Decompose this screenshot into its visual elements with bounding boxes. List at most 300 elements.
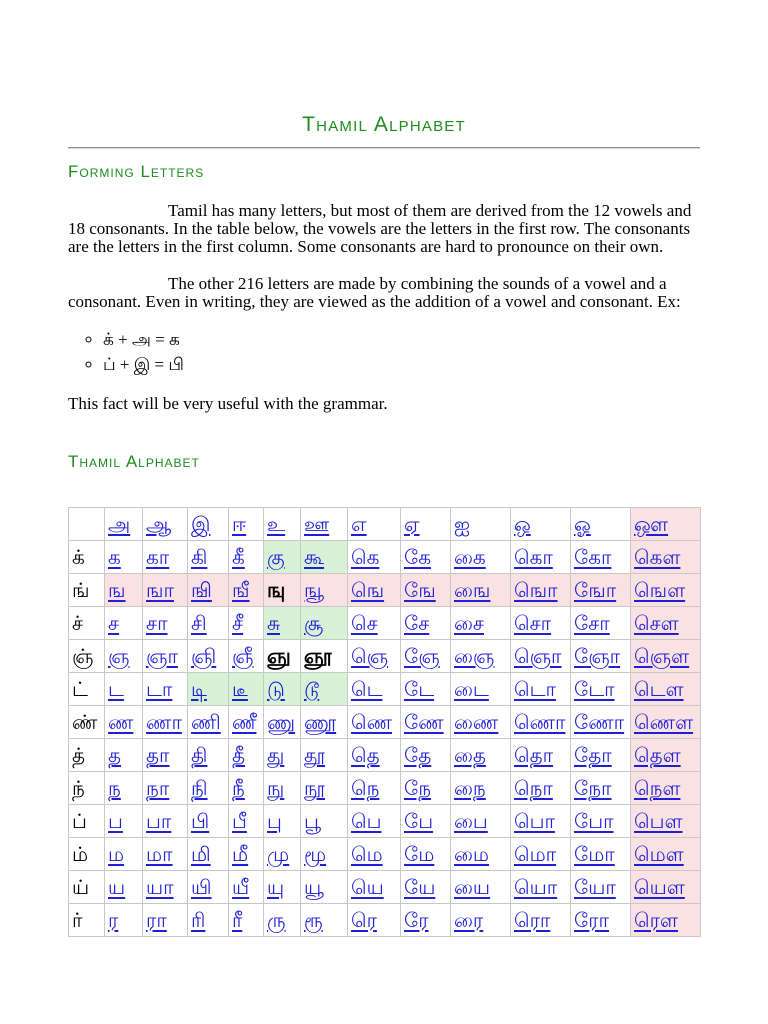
letter-cell: [631, 607, 701, 640]
vowel-link[interactable]: எ: [351, 512, 367, 536]
letter-link[interactable]: ஙி: [191, 578, 212, 602]
letter-cell: [631, 541, 701, 574]
letter-link[interactable]: சௌ: [634, 611, 679, 635]
letter-link[interactable]: ங: [108, 578, 126, 602]
letter-link[interactable]: ரெ: [351, 908, 377, 932]
table-corner-cell: [69, 508, 105, 541]
letter-cell: [511, 574, 571, 607]
letter-cell: [264, 640, 301, 673]
letter-cell: [229, 706, 264, 739]
letter-cell: [571, 706, 631, 739]
letter-link[interactable]: யெ: [351, 875, 384, 899]
letter-link[interactable]: நோ: [574, 776, 612, 800]
letter-cell: [571, 541, 631, 574]
letter-link[interactable]: நொ: [514, 776, 553, 800]
letter-cell: [188, 805, 229, 838]
vowel-header-cell: [143, 508, 188, 541]
letter-link[interactable]: மௌ: [634, 842, 684, 866]
letter-cell: [143, 838, 188, 871]
letter-cell: [571, 904, 631, 937]
vowel-header-cell: [301, 508, 348, 541]
consonant-cell: [69, 706, 105, 739]
consonant-row: [69, 574, 701, 607]
vowel-header-row: [69, 508, 701, 541]
letter-cell: [105, 640, 143, 673]
letter-cell: [348, 673, 401, 706]
consonant-label: க்: [72, 545, 85, 569]
letter-cell: [631, 673, 701, 706]
letter-link[interactable]: ஞை: [454, 644, 495, 668]
letter-cell: [143, 673, 188, 706]
letter-cell: [401, 871, 451, 904]
letter-link[interactable]: யே: [404, 875, 436, 899]
letter-link[interactable]: ணு: [267, 710, 296, 734]
consonant-row: [69, 706, 701, 739]
letter-cell: [631, 739, 701, 772]
letter-cell: [143, 574, 188, 607]
letter-cell: [571, 673, 631, 706]
vowel-link[interactable]: ஈ: [232, 512, 247, 536]
letter-cell: [348, 574, 401, 607]
vowel-header-cell: [401, 508, 451, 541]
letter-link[interactable]: டீ: [232, 677, 248, 701]
letter-link[interactable]: ரை: [454, 908, 484, 932]
letter-link[interactable]: டு: [267, 677, 285, 701]
letter-link[interactable]: ரொ: [514, 908, 551, 932]
consonant-row: [69, 640, 701, 673]
vowel-link[interactable]: ஆ: [146, 512, 172, 536]
letter-cell: [264, 805, 301, 838]
letter-cell: [348, 706, 401, 739]
letter-cell: [105, 541, 143, 574]
letter-link[interactable]: ஞூ: [304, 644, 332, 668]
consonant-cell: [69, 904, 105, 937]
letter-link[interactable]: ணெ: [351, 710, 393, 734]
letter-cell: [188, 739, 229, 772]
letter-cell: [401, 640, 451, 673]
letter-link[interactable]: ஙீ: [232, 578, 250, 602]
letter-cell: [631, 904, 701, 937]
letter-cell: [348, 772, 401, 805]
letter-link[interactable]: யொ: [514, 875, 558, 899]
consonant-label: ப்: [72, 809, 87, 833]
vowel-header-cell: [631, 508, 701, 541]
grammar-note: This fact will be very useful with the grammar.: [68, 394, 388, 413]
letter-link[interactable]: தை: [454, 743, 486, 767]
letter-link[interactable]: போ: [574, 809, 614, 833]
letter-link[interactable]: ஞி: [191, 644, 217, 668]
letter-link[interactable]: பூ: [304, 809, 321, 833]
letter-cell: [188, 640, 229, 673]
letter-link[interactable]: கீ: [232, 545, 245, 569]
letter-link[interactable]: ணூ: [304, 710, 337, 734]
letter-link[interactable]: ப: [108, 809, 123, 833]
letter-link[interactable]: கௌ: [634, 545, 681, 569]
letter-link[interactable]: ணோ: [574, 710, 625, 734]
letter-link[interactable]: ஞீ: [232, 644, 254, 668]
letter-link[interactable]: ஙெ: [351, 578, 385, 602]
letter-link[interactable]: டே: [404, 677, 435, 701]
letter-link[interactable]: சா: [146, 611, 168, 635]
letter-link[interactable]: சீ: [232, 611, 244, 635]
letter-cell: [451, 706, 511, 739]
letter-link[interactable]: நு: [267, 776, 285, 800]
letter-cell: [631, 772, 701, 805]
letter-cell: [301, 706, 348, 739]
letter-cell: [229, 838, 264, 871]
letter-link[interactable]: மா: [146, 842, 173, 866]
letter-link[interactable]: பெ: [351, 809, 382, 833]
letter-link[interactable]: நை: [454, 776, 486, 800]
example-item: ◦ ப் + இ = பி: [103, 352, 700, 377]
letter-cell: [571, 640, 631, 673]
vowel-link[interactable]: இ: [191, 512, 211, 536]
letter-cell: [631, 640, 701, 673]
letter-link[interactable]: ஞௌ: [634, 644, 690, 668]
letter-link[interactable]: ஞோ: [574, 644, 621, 668]
letter-link[interactable]: மு: [267, 842, 290, 866]
letter-link[interactable]: கை: [454, 545, 486, 569]
letter-link[interactable]: சி: [191, 611, 207, 635]
letter-cell: [631, 871, 701, 904]
vowel-header-cell: [348, 508, 401, 541]
letter-link[interactable]: மீ: [232, 842, 249, 866]
letter-cell: [571, 607, 631, 640]
letter-cell: [571, 838, 631, 871]
letter-link[interactable]: ஞா: [146, 644, 178, 668]
letter-link[interactable]: சோ: [574, 611, 610, 635]
letter-cell: [631, 706, 701, 739]
letter-cell: [143, 805, 188, 838]
letter-cell: [571, 805, 631, 838]
letter-link[interactable]: பி: [191, 809, 210, 833]
letter-link[interactable]: நௌ: [634, 776, 681, 800]
letter-link[interactable]: டை: [454, 677, 489, 701]
vowel-header-cell: [571, 508, 631, 541]
letter-link[interactable]: கொ: [514, 545, 553, 569]
letter-link[interactable]: நா: [146, 776, 170, 800]
consonant-cell: [69, 541, 105, 574]
letter-link[interactable]: தீ: [232, 743, 246, 767]
letter-link[interactable]: மை: [454, 842, 490, 866]
letter-cell: [511, 772, 571, 805]
letter-link[interactable]: டி: [191, 677, 207, 701]
letter-link[interactable]: ரு: [267, 908, 286, 932]
letter-link[interactable]: டொ: [514, 677, 556, 701]
letter-link[interactable]: கா: [146, 545, 170, 569]
vowel-link[interactable]: ஒ: [514, 512, 531, 536]
letter-link[interactable]: தௌ: [634, 743, 681, 767]
letter-cell: [451, 673, 511, 706]
letter-link[interactable]: தா: [146, 743, 170, 767]
letter-cell: [451, 904, 511, 937]
letter-link[interactable]: பா: [146, 809, 172, 833]
letter-cell: [401, 706, 451, 739]
letter-link[interactable]: டா: [146, 677, 173, 701]
letter-link[interactable]: நே: [404, 776, 432, 800]
vowel-link[interactable]: ஐ: [454, 512, 471, 536]
vowel-link[interactable]: அ: [108, 512, 131, 536]
letter-cell: [264, 541, 301, 574]
consonant-label: ஞ்: [72, 644, 94, 668]
letter-link[interactable]: டெ: [351, 677, 383, 701]
consonant-row: [69, 772, 701, 805]
letter-cell: [511, 640, 571, 673]
letter-cell: [451, 541, 511, 574]
vowel-link[interactable]: ஔ: [634, 512, 669, 536]
letter-link[interactable]: பௌ: [634, 809, 683, 833]
letter-link[interactable]: தே: [404, 743, 432, 767]
consonant-row: [69, 673, 701, 706]
letter-cell: [301, 640, 348, 673]
letter-link[interactable]: ஞ: [108, 644, 130, 668]
letter-cell: [105, 904, 143, 937]
letter-link[interactable]: ரே: [404, 908, 429, 932]
letter-link[interactable]: கெ: [351, 545, 380, 569]
letter-cell: [511, 541, 571, 574]
letter-link[interactable]: ஙு: [267, 578, 286, 602]
letter-link[interactable]: ரா: [146, 908, 167, 932]
letter-cell: [301, 805, 348, 838]
letter-link[interactable]: கி: [191, 545, 208, 569]
letter-link[interactable]: ஙா: [146, 578, 174, 602]
letter-link[interactable]: ணா: [146, 710, 182, 734]
example-item: ◦ க் + அ = க: [103, 327, 700, 352]
letter-link[interactable]: ஞெ: [351, 644, 389, 668]
consonant-cell: [69, 871, 105, 904]
letter-cell: [571, 871, 631, 904]
letter-cell: [451, 838, 511, 871]
letter-link[interactable]: ய: [108, 875, 126, 899]
letter-link[interactable]: ரோ: [574, 908, 609, 932]
letter-cell: [401, 574, 451, 607]
letter-link[interactable]: டௌ: [634, 677, 684, 701]
letter-link[interactable]: பொ: [514, 809, 555, 833]
letter-cell: [105, 706, 143, 739]
letter-link[interactable]: க: [108, 545, 121, 569]
letter-link[interactable]: ஞு: [267, 644, 291, 668]
letter-link[interactable]: பே: [404, 809, 434, 833]
letter-link[interactable]: ஙூ: [304, 578, 325, 602]
letter-link[interactable]: ணொ: [514, 710, 566, 734]
letter-link[interactable]: ஙை: [454, 578, 491, 602]
forming-letters-heading: Forming Letters: [68, 162, 205, 181]
letter-cell: [143, 904, 188, 937]
letter-cell: [571, 574, 631, 607]
vowel-link[interactable]: ஏ: [404, 512, 420, 536]
letter-link[interactable]: தி: [191, 743, 208, 767]
letter-link[interactable]: நி: [191, 776, 208, 800]
alphabet-table-body: [69, 508, 701, 937]
letter-link[interactable]: தோ: [574, 743, 612, 767]
letter-link[interactable]: ணி: [191, 710, 221, 734]
letter-cell: [229, 904, 264, 937]
alphabet-table-viewport: [68, 507, 702, 932]
letter-link[interactable]: ணௌ: [634, 710, 694, 734]
letter-link[interactable]: சொ: [514, 611, 552, 635]
letter-link[interactable]: ச: [108, 611, 120, 635]
letter-link[interactable]: நெ: [351, 776, 380, 800]
consonant-label: த்: [72, 743, 86, 767]
letter-link[interactable]: கே: [404, 545, 431, 569]
letter-link[interactable]: மே: [404, 842, 435, 866]
letter-cell: [631, 805, 701, 838]
letter-link[interactable]: மோ: [574, 842, 615, 866]
vowel-header-cell: [264, 508, 301, 541]
letter-cell: [105, 739, 143, 772]
letter-link[interactable]: யா: [146, 875, 174, 899]
letter-link[interactable]: ந: [108, 776, 121, 800]
vowel-link[interactable]: ஓ: [574, 512, 591, 536]
letter-link[interactable]: யோ: [574, 875, 616, 899]
letter-link[interactable]: ஙௌ: [634, 578, 686, 602]
letter-cell: [105, 607, 143, 640]
letter-cell: [188, 607, 229, 640]
consonant-row: [69, 838, 701, 871]
letter-cell: [229, 805, 264, 838]
letter-link[interactable]: சூ: [304, 611, 324, 635]
letter-cell: [301, 838, 348, 871]
letter-link[interactable]: யை: [454, 875, 491, 899]
letter-link[interactable]: ணை: [454, 710, 499, 734]
letter-link[interactable]: சே: [404, 611, 430, 635]
letter-link[interactable]: செ: [351, 611, 378, 635]
letter-cell: [264, 739, 301, 772]
letter-cell: [188, 772, 229, 805]
letter-link[interactable]: சை: [454, 611, 484, 635]
letter-link[interactable]: தூ: [304, 743, 326, 767]
letter-cell: [631, 838, 701, 871]
letter-cell: [511, 739, 571, 772]
letter-cell: [188, 574, 229, 607]
consonant-label: ந்: [72, 776, 85, 800]
letter-cell: [451, 574, 511, 607]
letter-link[interactable]: யீ: [232, 875, 250, 899]
letter-cell: [301, 739, 348, 772]
consonant-row: [69, 871, 701, 904]
letter-link[interactable]: ர: [108, 908, 119, 932]
letter-cell: [264, 607, 301, 640]
letter-link[interactable]: மொ: [514, 842, 557, 866]
letter-link[interactable]: ஙே: [404, 578, 436, 602]
title-divider: [68, 147, 700, 149]
letter-link[interactable]: ரௌ: [634, 908, 678, 932]
letter-link[interactable]: நீ: [232, 776, 245, 800]
letter-cell: [143, 739, 188, 772]
letter-link[interactable]: யி: [191, 875, 212, 899]
letter-link[interactable]: ட: [108, 677, 124, 701]
letter-link[interactable]: யு: [267, 875, 285, 899]
vowel-header-cell: [188, 508, 229, 541]
letter-link[interactable]: ஙோ: [574, 578, 617, 602]
letter-cell: [301, 772, 348, 805]
letter-link[interactable]: பை: [454, 809, 488, 833]
letter-cell: [264, 838, 301, 871]
consonant-row: [69, 904, 701, 937]
letter-link[interactable]: கு: [267, 545, 285, 569]
letter-link[interactable]: மூ: [304, 842, 327, 866]
letter-cell: [571, 739, 631, 772]
letter-cell: [301, 574, 348, 607]
letter-link[interactable]: தொ: [514, 743, 554, 767]
letter-link[interactable]: பு: [267, 809, 282, 833]
letter-cell: [401, 904, 451, 937]
combining-paragraph: The other 216 letters are made by combining the sounds of a vowel and a consonant. Even in writing, they are viewed as the addition of a vowel and consonant. Ex:: [68, 274, 681, 311]
letter-link[interactable]: து: [267, 743, 285, 767]
letter-cell: [301, 673, 348, 706]
letter-link[interactable]: யௌ: [634, 875, 685, 899]
letter-link[interactable]: யூ: [304, 875, 324, 899]
letter-cell: [143, 541, 188, 574]
letter-link[interactable]: த: [108, 743, 122, 767]
letter-link[interactable]: ஞே: [404, 644, 440, 668]
letter-link[interactable]: ரூ: [304, 908, 323, 932]
letter-cell: [301, 871, 348, 904]
letter-link[interactable]: மி: [191, 842, 211, 866]
letter-cell: [401, 739, 451, 772]
letter-link[interactable]: ம: [108, 842, 125, 866]
letter-cell: [401, 772, 451, 805]
letter-link[interactable]: பீ: [232, 809, 247, 833]
letter-link[interactable]: கூ: [304, 545, 325, 569]
letter-link[interactable]: மெ: [351, 842, 383, 866]
letter-link[interactable]: கோ: [574, 545, 612, 569]
letter-cell: [451, 805, 511, 838]
letter-cell: [188, 673, 229, 706]
letter-link[interactable]: தெ: [351, 743, 380, 767]
consonant-row: [69, 607, 701, 640]
letter-link[interactable]: சு: [267, 611, 281, 635]
letter-cell: [348, 739, 401, 772]
letter-link[interactable]: ணே: [404, 710, 444, 734]
letter-link[interactable]: ஙொ: [514, 578, 558, 602]
vowel-link[interactable]: உ: [267, 512, 286, 536]
letter-cell: [188, 871, 229, 904]
letter-cell: [301, 607, 348, 640]
page-title: Thamil Alphabet: [302, 113, 466, 136]
letter-cell: [401, 673, 451, 706]
consonant-row: [69, 739, 701, 772]
letter-cell: [105, 871, 143, 904]
letter-cell: [264, 904, 301, 937]
consonant-cell: [69, 574, 105, 607]
letter-cell: [348, 805, 401, 838]
letter-cell: [143, 871, 188, 904]
letter-link[interactable]: ஞொ: [514, 644, 562, 668]
vowel-link[interactable]: ஊ: [304, 512, 330, 536]
letter-link[interactable]: ணீ: [232, 710, 257, 734]
letter-link[interactable]: ரீ: [232, 908, 243, 932]
alphabet-heading: Thamil Alphabet: [68, 452, 200, 471]
consonant-cell: [69, 805, 105, 838]
letter-cell: [143, 640, 188, 673]
consonant-label: ண்: [72, 710, 98, 734]
letter-cell: [188, 706, 229, 739]
letter-cell: [264, 706, 301, 739]
consonant-cell: [69, 838, 105, 871]
letter-cell: [105, 772, 143, 805]
letter-link[interactable]: நூ: [304, 776, 325, 800]
letter-cell: [631, 574, 701, 607]
letter-cell: [229, 574, 264, 607]
letter-link[interactable]: டூ: [304, 677, 320, 701]
letter-cell: [348, 640, 401, 673]
letter-cell: [229, 640, 264, 673]
letter-link[interactable]: டோ: [574, 677, 615, 701]
letter-link[interactable]: ரி: [191, 908, 206, 932]
letter-cell: [451, 739, 511, 772]
letter-link[interactable]: ண: [108, 710, 134, 734]
